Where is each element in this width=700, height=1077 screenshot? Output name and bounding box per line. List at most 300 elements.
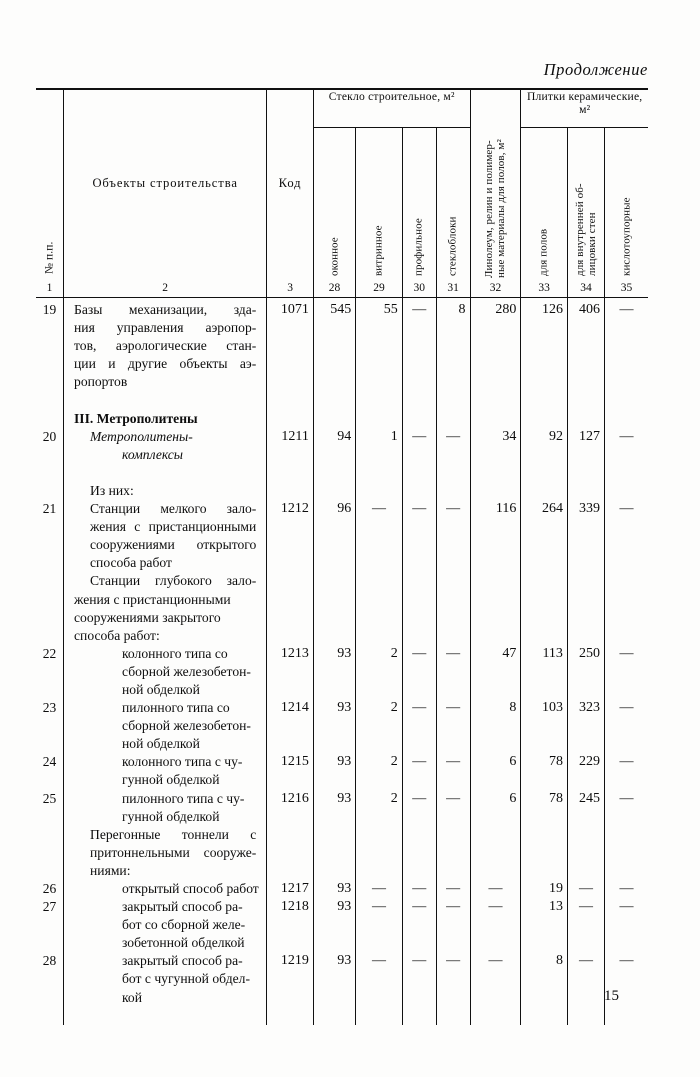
row-value-35: — xyxy=(619,899,634,915)
spacer xyxy=(356,989,402,1007)
spacer xyxy=(521,826,567,844)
spacer xyxy=(403,989,436,1007)
spacer xyxy=(36,826,63,844)
row-value-35: — xyxy=(619,754,634,770)
column-number-strip xyxy=(36,280,648,298)
row-value-34: — xyxy=(578,953,593,969)
spacer xyxy=(36,934,63,952)
spacer xyxy=(605,826,648,844)
row-code: 1211 xyxy=(281,428,309,444)
spacer xyxy=(568,319,604,337)
spacer xyxy=(267,410,313,428)
subheading: Перегонные тоннели с xyxy=(90,826,257,842)
spacer xyxy=(356,482,402,500)
row-value-34: 245 xyxy=(578,790,600,806)
row-name-line: тов, аэрологические стан- xyxy=(74,338,257,354)
row-number: 20 xyxy=(42,428,57,444)
spacer xyxy=(521,536,567,554)
spacer xyxy=(314,844,355,862)
spacer xyxy=(437,808,470,826)
spacer xyxy=(314,410,355,428)
spacer xyxy=(568,916,604,934)
spacer xyxy=(314,970,355,988)
row-value-31: — xyxy=(446,881,461,896)
row-name-line: ции и другие объекты аэ- xyxy=(74,356,257,372)
spacer xyxy=(356,663,402,681)
spacer xyxy=(605,808,648,826)
spacer xyxy=(403,717,436,735)
spacer xyxy=(64,464,266,482)
spacer xyxy=(437,391,470,409)
row-value-30: — xyxy=(412,428,427,444)
row-value-31: — xyxy=(446,501,461,517)
header-group-glass-text: Стекло строительное, м² xyxy=(328,90,455,103)
spacer xyxy=(605,916,648,934)
spacer xyxy=(267,844,313,862)
spacer xyxy=(471,771,521,789)
row-name-line: сборной железобетон- xyxy=(122,718,251,734)
spacer xyxy=(521,717,567,735)
spacer xyxy=(403,826,436,844)
spacer xyxy=(521,518,567,536)
header-code-text: Код xyxy=(278,176,302,190)
spacer xyxy=(521,410,567,428)
spacer xyxy=(437,826,470,844)
row-value-33: 264 xyxy=(541,501,563,517)
spacer xyxy=(356,591,402,609)
row-value-34: 229 xyxy=(578,754,600,770)
row-value-31: — xyxy=(446,790,461,806)
spacer xyxy=(403,609,436,627)
spacer xyxy=(605,464,648,482)
spacer xyxy=(471,862,521,880)
spacer xyxy=(437,663,470,681)
row-name-line: ния управления аэропор- xyxy=(74,320,257,336)
spacer xyxy=(521,591,567,609)
spacer xyxy=(437,771,470,789)
row-value-34: 406 xyxy=(578,302,600,317)
row-name-line: ной обделкой xyxy=(122,681,200,697)
row-value-33: 8 xyxy=(555,953,563,969)
spacer xyxy=(437,609,470,627)
spacer xyxy=(267,681,313,699)
spacer xyxy=(267,482,313,500)
spacer xyxy=(568,391,604,409)
row-value-28: 93 xyxy=(337,881,352,896)
spacer xyxy=(568,862,604,880)
spacer xyxy=(403,934,436,952)
spacer xyxy=(521,627,567,645)
spacer xyxy=(36,916,63,934)
spacer xyxy=(403,373,436,391)
spacer xyxy=(568,446,604,464)
spacer xyxy=(471,410,521,428)
spacer xyxy=(267,862,313,880)
spacer xyxy=(437,337,470,355)
spacer xyxy=(568,591,604,609)
table-header xyxy=(36,88,648,280)
spacer xyxy=(437,373,470,391)
header-linoleum-line2: ные материалы для полов, м² xyxy=(495,139,508,278)
spacer xyxy=(36,554,63,572)
spacer xyxy=(314,916,355,934)
spacer xyxy=(437,446,470,464)
row-name-line: колонного типа с чу- xyxy=(122,754,243,770)
column-numbers-row xyxy=(36,280,648,298)
row-value-33: 19 xyxy=(548,881,563,896)
spacer xyxy=(471,391,521,409)
row-value-34: 127 xyxy=(578,428,600,444)
continuation-label: Продолжение xyxy=(543,60,648,79)
spacer xyxy=(314,464,355,482)
spacer xyxy=(267,373,313,391)
spacer xyxy=(521,735,567,753)
spacer xyxy=(437,989,470,1007)
spacer xyxy=(568,627,604,645)
colnum-1: 1 xyxy=(36,280,64,298)
spacer xyxy=(568,1007,604,1025)
spacer xyxy=(471,970,521,988)
spacer xyxy=(356,808,402,826)
colnum-30: 30 xyxy=(402,280,436,298)
spacer xyxy=(471,446,521,464)
spacer xyxy=(471,989,521,1007)
spacer xyxy=(437,681,470,699)
row-value-33: 78 xyxy=(548,754,563,770)
row-name-line: Станции мелкого зало- xyxy=(90,501,257,517)
spacer xyxy=(605,970,648,988)
header-tiles-floor-text: для полов xyxy=(537,228,550,276)
header-group-row xyxy=(36,89,648,128)
spacer xyxy=(403,1007,436,1025)
row-name-line: ной обделкой xyxy=(122,736,200,752)
spacer xyxy=(471,916,521,934)
spacer xyxy=(605,518,648,536)
spacer xyxy=(521,1007,567,1025)
spacer xyxy=(471,735,521,753)
spacer xyxy=(568,609,604,627)
spacer xyxy=(267,916,313,934)
spacer xyxy=(521,572,567,590)
row-name-line: зобетонной обделкой xyxy=(122,935,245,951)
row-value-33: 126 xyxy=(541,302,563,317)
table-body xyxy=(36,298,648,1025)
spacer xyxy=(267,808,313,826)
spacer xyxy=(403,771,436,789)
spacer xyxy=(471,518,521,536)
row-value-34: — xyxy=(578,881,593,896)
row-name-line: способа работ xyxy=(90,555,172,571)
spacer xyxy=(471,536,521,554)
spacer xyxy=(36,410,63,428)
row-value-32: 47 xyxy=(502,645,517,661)
spacer xyxy=(568,826,604,844)
spacer xyxy=(471,934,521,952)
spacer xyxy=(314,771,355,789)
row-value-35: — xyxy=(619,501,634,517)
header-linoleum xyxy=(470,89,521,280)
spacer xyxy=(36,464,63,482)
row-code: 1218 xyxy=(280,899,309,915)
spacer xyxy=(36,862,63,880)
spacer xyxy=(267,337,313,355)
header-tiles-walls xyxy=(567,128,604,281)
page-number: 15 xyxy=(604,988,619,1004)
spacer xyxy=(521,355,567,373)
spacer xyxy=(521,446,567,464)
spacer xyxy=(605,482,648,500)
spacer xyxy=(314,482,355,500)
spacer xyxy=(314,319,355,337)
spacer xyxy=(521,916,567,934)
spacer xyxy=(356,609,402,627)
spacer xyxy=(356,319,402,337)
row-value-33: 92 xyxy=(548,428,563,444)
spacer xyxy=(267,934,313,952)
spacer xyxy=(314,609,355,627)
row-value-28: 93 xyxy=(337,645,352,661)
spacer xyxy=(36,591,63,609)
spacer xyxy=(437,844,470,862)
spacer xyxy=(437,410,470,428)
spacer xyxy=(521,391,567,409)
row-value-34: 339 xyxy=(578,501,600,517)
row-value-35: — xyxy=(619,302,634,317)
spacer xyxy=(267,536,313,554)
row-name-line: закрытый способ ра- xyxy=(122,899,243,915)
row-value-34: — xyxy=(578,899,593,915)
row-value-32: 6 xyxy=(509,790,517,806)
spacer xyxy=(471,826,521,844)
spacer xyxy=(356,536,402,554)
colnum-34: 34 xyxy=(567,280,604,298)
spacer xyxy=(568,681,604,699)
spacer xyxy=(605,1007,648,1025)
spacer xyxy=(36,970,63,988)
row-number: 19 xyxy=(42,302,57,317)
spacer xyxy=(521,934,567,952)
row-value-31: 8 xyxy=(458,302,466,317)
spacer xyxy=(267,391,313,409)
header-col-no xyxy=(36,89,64,280)
spacer xyxy=(356,826,402,844)
spacer xyxy=(471,337,521,355)
spacer xyxy=(437,627,470,645)
spacer xyxy=(356,355,402,373)
spacer xyxy=(267,446,313,464)
spacer xyxy=(605,591,648,609)
spacer xyxy=(605,844,648,862)
spacer xyxy=(314,1007,355,1025)
spacer xyxy=(403,482,436,500)
row-value-32: 6 xyxy=(509,754,517,770)
spacer xyxy=(437,319,470,337)
header-tiles-acidproof xyxy=(605,128,649,281)
table-body-row xyxy=(36,298,648,1025)
spacer xyxy=(521,482,567,500)
row-value-33: 103 xyxy=(541,700,563,716)
header-code xyxy=(267,89,314,280)
spacer xyxy=(403,355,436,373)
spacer xyxy=(568,717,604,735)
spacer xyxy=(314,663,355,681)
spacer xyxy=(605,717,648,735)
row-number: 28 xyxy=(42,953,57,969)
spacer xyxy=(471,627,521,645)
spacer xyxy=(36,844,63,862)
spacer xyxy=(403,970,436,988)
spacer xyxy=(568,844,604,862)
spacer xyxy=(605,663,648,681)
section-title: III. Метрополитены xyxy=(74,410,198,426)
row-value-34: 250 xyxy=(578,645,600,661)
spacer xyxy=(521,771,567,789)
row-value-30: — xyxy=(412,645,427,661)
spacer xyxy=(437,1007,470,1025)
spacer xyxy=(403,319,436,337)
spacer xyxy=(521,554,567,572)
header-glass-shopwindow-text: витринное xyxy=(372,225,385,276)
row-value-29: — xyxy=(372,953,386,969)
row-value-30: — xyxy=(412,953,427,969)
row-value-30: — xyxy=(412,754,427,770)
spacer xyxy=(437,554,470,572)
spacer xyxy=(437,862,470,880)
spacer xyxy=(267,970,313,988)
spacer xyxy=(267,663,313,681)
spacer xyxy=(521,844,567,862)
row-value-30: — xyxy=(412,790,427,806)
spacer xyxy=(403,410,436,428)
spacer xyxy=(471,373,521,391)
spacer xyxy=(36,1007,63,1025)
header-group-tiles-text: Плитки керамические, м² xyxy=(526,90,643,116)
row-name-line: пилонного типа с чу- xyxy=(122,790,245,806)
row-code: 1219 xyxy=(280,953,309,969)
spacer xyxy=(356,862,402,880)
row-name-line: закрытый способ ра- xyxy=(122,953,243,969)
spacer xyxy=(267,464,313,482)
spacer xyxy=(403,627,436,645)
spacer xyxy=(437,970,470,988)
spacer xyxy=(403,735,436,753)
spacer xyxy=(267,771,313,789)
subheading: сооружениями закрытого xyxy=(74,609,221,625)
spacer xyxy=(437,464,470,482)
spacer xyxy=(267,609,313,627)
spacer xyxy=(356,681,402,699)
row-value-28: 94 xyxy=(337,428,352,444)
spacer xyxy=(471,554,521,572)
row-number: 22 xyxy=(42,645,57,661)
spacer xyxy=(605,319,648,337)
row-code: 1071 xyxy=(280,302,309,317)
spacer xyxy=(36,355,63,373)
row-value-33: 78 xyxy=(548,790,563,806)
spacer xyxy=(437,518,470,536)
row-value-32: — xyxy=(488,899,503,915)
header-glass-window-text: оконное xyxy=(328,237,341,276)
row-value-35: — xyxy=(619,645,634,661)
spacer xyxy=(356,391,402,409)
colnum-31: 31 xyxy=(436,280,470,298)
row-value-35: — xyxy=(619,700,634,716)
row-number: 21 xyxy=(42,501,57,517)
spacer xyxy=(568,970,604,988)
spacer xyxy=(403,554,436,572)
header-group-tiles xyxy=(521,89,648,128)
spacer xyxy=(605,735,648,753)
row-name-line: гунной обделкой xyxy=(122,772,220,788)
row-name-line: ропортов xyxy=(74,374,128,390)
header-linoleum-line1: Линолеум, релин и полимер- xyxy=(483,140,496,278)
row-code: 1212 xyxy=(280,501,309,517)
spacer xyxy=(521,970,567,988)
spacer xyxy=(36,373,63,391)
spacer xyxy=(267,355,313,373)
row-code: 1214 xyxy=(280,700,309,716)
row-code: 1217 xyxy=(280,881,309,896)
row-value-32: 34 xyxy=(502,428,517,444)
spacer xyxy=(471,808,521,826)
spacer xyxy=(267,1007,313,1025)
row-name-line: Базы механизации, зда- xyxy=(74,302,257,317)
spacer xyxy=(437,717,470,735)
row-name-line: кой xyxy=(122,989,143,1005)
header-objects-text: Объекты строительства xyxy=(92,176,238,190)
spacer xyxy=(403,446,436,464)
header-col-no-text: № п.п. xyxy=(43,241,56,274)
spacer xyxy=(521,663,567,681)
spacer xyxy=(64,391,266,409)
row-value-29: 2 xyxy=(390,754,398,770)
colnum-35: 35 xyxy=(604,280,648,298)
spacer xyxy=(356,916,402,934)
spacer xyxy=(314,934,355,952)
spacer xyxy=(471,464,521,482)
spacer xyxy=(314,373,355,391)
row-value-30: — xyxy=(412,302,427,317)
spacer xyxy=(437,482,470,500)
spacer xyxy=(356,446,402,464)
spacer xyxy=(314,826,355,844)
header-glass-blocks-text: стеклоблоки xyxy=(446,216,459,276)
row-value-28: 93 xyxy=(337,700,352,716)
spacer xyxy=(36,808,63,826)
spacer xyxy=(568,989,604,1007)
spacer xyxy=(521,337,567,355)
spacer xyxy=(314,735,355,753)
header-glass-profile-text: профильное xyxy=(412,218,425,276)
header-group-glass xyxy=(313,89,470,128)
spacer xyxy=(36,717,63,735)
row-value-29: 2 xyxy=(390,790,398,806)
spacer xyxy=(471,663,521,681)
colnum-28: 28 xyxy=(313,280,355,298)
spacer xyxy=(403,518,436,536)
spacer xyxy=(356,410,402,428)
spacer xyxy=(403,464,436,482)
spacer xyxy=(403,916,436,934)
spacer xyxy=(356,717,402,735)
spacer xyxy=(568,464,604,482)
row-value-35: — xyxy=(619,881,634,896)
spacer xyxy=(437,536,470,554)
spacer xyxy=(36,446,63,464)
spacer xyxy=(36,735,63,753)
row-value-31: — xyxy=(446,645,461,661)
row-value-34: 323 xyxy=(578,700,600,716)
